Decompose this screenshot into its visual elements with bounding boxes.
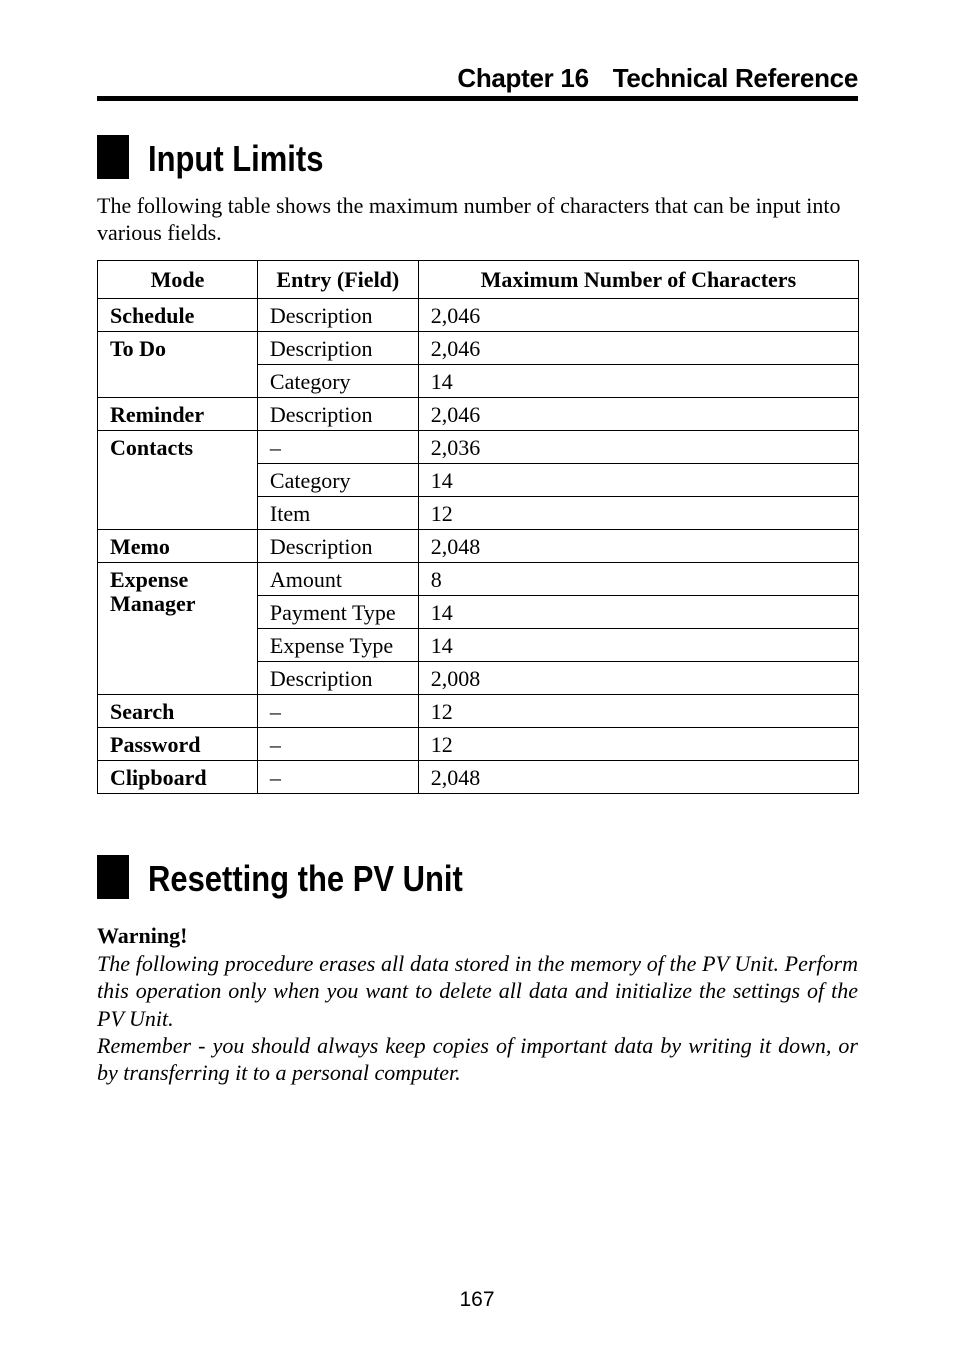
mode-line: Manager bbox=[110, 591, 196, 616]
table-row bbox=[98, 299, 859, 332]
warning-paragraph: The following procedure erases all data stored in the memory of the PV Unit. Perform this operation only when you want to delete all data and initialize the settings of the PV Unit. bbox=[97, 951, 858, 1031]
section-marker-block bbox=[97, 135, 129, 179]
table-row bbox=[98, 332, 859, 365]
warning-label: Warning! bbox=[97, 923, 188, 948]
max-cell: 14 bbox=[418, 464, 858, 497]
table-header-row bbox=[98, 261, 859, 299]
max-cell: 2,046 bbox=[418, 299, 858, 332]
entry-cell: Description bbox=[257, 332, 418, 365]
entry-cell: Category bbox=[257, 464, 418, 497]
mode-cell: Memo bbox=[98, 530, 258, 563]
header-title: Technical Reference bbox=[612, 63, 858, 93]
max-cell: 12 bbox=[418, 497, 858, 530]
warning-text bbox=[97, 950, 858, 1086]
column-header-entry: Entry (Field) bbox=[257, 261, 418, 299]
max-cell: 2,048 bbox=[418, 761, 858, 794]
entry-cell: Amount bbox=[257, 563, 418, 596]
max-cell: 2,046 bbox=[418, 332, 858, 365]
table-row bbox=[98, 728, 859, 761]
section-title: Resetting the PV Unit bbox=[148, 858, 463, 899]
column-header-max: Maximum Number of Characters bbox=[418, 261, 858, 299]
header-rule bbox=[97, 96, 858, 101]
column-header-mode: Mode bbox=[98, 261, 258, 299]
page-number: 167 bbox=[459, 1288, 495, 1311]
mode-cell: Reminder bbox=[98, 398, 258, 431]
entry-cell: Category bbox=[257, 365, 418, 398]
entry-cell: Description bbox=[257, 662, 418, 695]
mode-cell: Schedule bbox=[98, 299, 258, 332]
mode-cell: Clipboard bbox=[98, 761, 258, 794]
max-cell: 14 bbox=[418, 596, 858, 629]
max-cell: 12 bbox=[418, 728, 858, 761]
entry-cell: – bbox=[257, 761, 418, 794]
max-cell: 2,046 bbox=[418, 398, 858, 431]
table-row bbox=[98, 398, 859, 431]
mode-cell: Contacts bbox=[98, 431, 258, 530]
entry-cell: Description bbox=[257, 299, 418, 332]
mode-cell: Password bbox=[98, 728, 258, 761]
running-header bbox=[97, 60, 858, 96]
header-chapter: Chapter 16 bbox=[457, 63, 589, 93]
entry-cell: Expense Type bbox=[257, 629, 418, 662]
mode-line: Expense bbox=[110, 567, 189, 592]
intro-paragraph: The following table shows the maximum number of characters that can be input into various fields. bbox=[97, 193, 841, 245]
max-cell: 14 bbox=[418, 365, 858, 398]
entry-cell: Payment Type bbox=[257, 596, 418, 629]
section-marker-block bbox=[97, 855, 129, 899]
section-title: Input Limits bbox=[148, 138, 324, 179]
entry-cell: – bbox=[257, 728, 418, 761]
max-cell: 2,008 bbox=[418, 662, 858, 695]
entry-cell: – bbox=[257, 695, 418, 728]
mode-cell bbox=[98, 563, 258, 695]
table-row bbox=[98, 563, 859, 596]
max-cell: 2,048 bbox=[418, 530, 858, 563]
table-row bbox=[98, 431, 859, 464]
warning-paragraph: Remember - you should always keep copies of important data by writing it down, or by transferring it to a personal computer. bbox=[97, 1032, 858, 1086]
entry-cell: Description bbox=[257, 398, 418, 431]
max-cell: 14 bbox=[418, 629, 858, 662]
max-cell: 12 bbox=[418, 695, 858, 728]
table-row bbox=[98, 761, 859, 794]
mode-cell: Search bbox=[98, 695, 258, 728]
mode-cell: To Do bbox=[98, 332, 258, 398]
table-row bbox=[98, 695, 859, 728]
max-cell: 2,036 bbox=[418, 431, 858, 464]
entry-cell: – bbox=[257, 431, 418, 464]
max-cell: 8 bbox=[418, 563, 858, 596]
entry-cell: Description bbox=[257, 530, 418, 563]
input-limits-table bbox=[97, 260, 859, 794]
entry-cell: Item bbox=[257, 497, 418, 530]
table-row bbox=[98, 530, 859, 563]
